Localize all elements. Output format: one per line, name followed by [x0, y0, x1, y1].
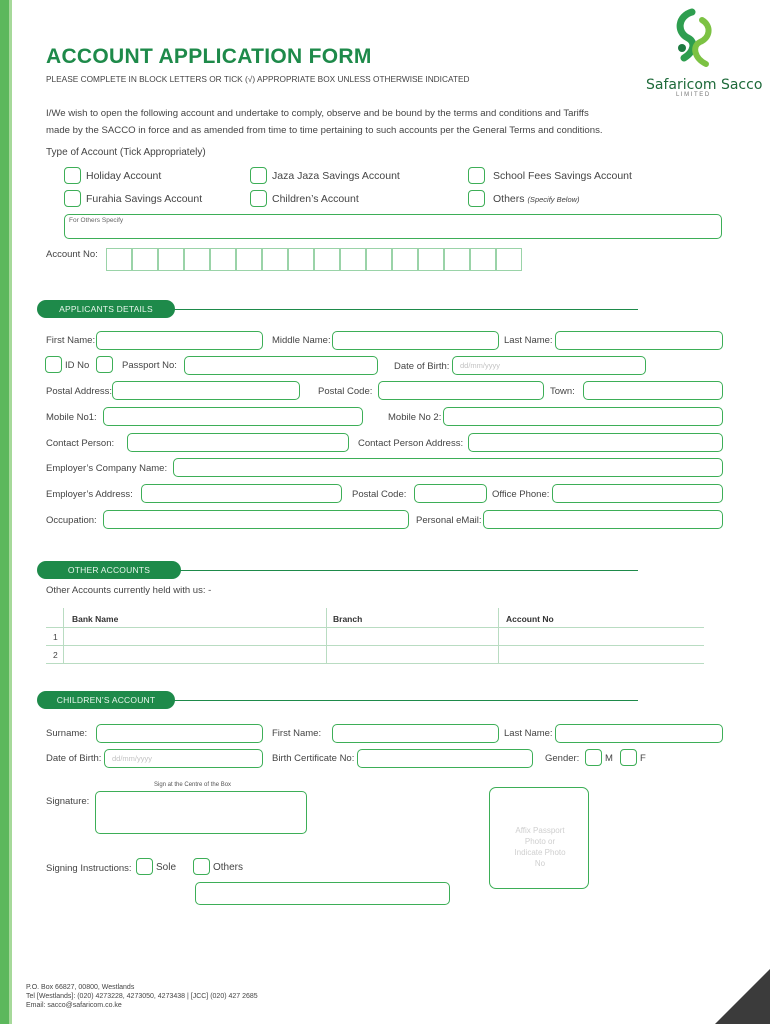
left-accent-bar — [0, 0, 9, 1024]
employer-address-input[interactable] — [141, 484, 342, 503]
signature-label: Signature: — [46, 796, 90, 807]
id-passport-input[interactable] — [184, 356, 378, 375]
account-no-digit-box[interactable] — [340, 248, 366, 271]
sole-checkbox[interactable] — [136, 858, 153, 875]
child-dob-label: Date of Birth: — [46, 753, 102, 764]
employer-postal-code-label: Postal Code: — [352, 489, 407, 500]
others-label-text: Others — [493, 193, 525, 205]
account-no-digit-box[interactable] — [106, 248, 132, 271]
table-divider — [46, 663, 704, 664]
children-section-line — [160, 700, 638, 701]
child-surname-input[interactable] — [96, 724, 263, 743]
gender-male-checkbox[interactable] — [585, 749, 602, 766]
school-fees-account-label: School Fees Savings Account — [493, 170, 632, 182]
other-accounts-section-line — [160, 570, 638, 571]
last-name-label: Last Name: — [504, 335, 553, 346]
account-no-digit-box[interactable] — [262, 248, 288, 271]
table-row-number: 1 — [53, 632, 58, 642]
safaricom-sacco-logo-icon — [670, 8, 720, 70]
others-specify-field[interactable] — [64, 214, 722, 239]
mobile-1-input[interactable] — [103, 407, 363, 426]
account-no-digit-box[interactable] — [444, 248, 470, 271]
occupation-input[interactable] — [103, 510, 409, 529]
first-name-input[interactable] — [96, 331, 263, 350]
account-no-digit-box[interactable] — [288, 248, 314, 271]
gender-label: Gender: — [545, 753, 580, 764]
footer-phone: Tel [Westlands]: (020) 4273228, 4273050, 4273438 | [JCC] (020) 427 2685 — [26, 993, 258, 1000]
employer-name-input[interactable] — [173, 458, 723, 477]
jazajaza-account-checkbox[interactable] — [250, 167, 267, 184]
other-accounts-section-heading: OTHER ACCOUNTS — [37, 561, 181, 579]
intro-line-1: I/We wish to open the following account and undertake to comply, observe and be bound by the terms and conditions and Tariffs — [46, 108, 589, 119]
postal-code-input[interactable] — [378, 381, 544, 400]
postal-code-label: Postal Code: — [318, 386, 373, 397]
employer-postal-code-input[interactable] — [414, 484, 487, 503]
town-label: Town: — [550, 386, 575, 397]
signing-others-checkbox[interactable] — [193, 858, 210, 875]
signing-others-label: Others — [213, 862, 244, 873]
birth-cert-label: Birth Certificate No: — [272, 753, 355, 764]
account-no-digit-box[interactable] — [132, 248, 158, 271]
others-account-checkbox[interactable] — [468, 190, 485, 207]
gender-female-checkbox[interactable] — [620, 749, 637, 766]
children-account-checkbox[interactable] — [250, 190, 267, 207]
table-row-number: 2 — [53, 650, 58, 660]
corner-decoration — [715, 969, 770, 1024]
contact-address-input[interactable] — [468, 433, 723, 452]
town-input[interactable] — [583, 381, 723, 400]
holiday-account-checkbox[interactable] — [64, 167, 81, 184]
account-no-digit-box[interactable] — [470, 248, 496, 271]
employer-name-label: Employer’s Company Name: — [46, 463, 168, 474]
id-no-checkbox[interactable] — [45, 356, 62, 373]
page-subtitle: PLEASE COMPLETE IN BLOCK LETTERS OR TICK (√) APPROPRIATE BOX UNLESS OTHERWISE INDICATED — [46, 74, 470, 84]
child-surname-label: Surname: — [46, 728, 88, 739]
branch-header: Branch — [333, 614, 363, 624]
postal-address-label: Postal Address: — [46, 386, 113, 397]
office-phone-label: Office Phone: — [492, 489, 550, 500]
gender-female-label: F — [640, 753, 646, 764]
passport-no-label: Passport No: — [122, 360, 177, 371]
account-no-header: Account No — [506, 614, 554, 624]
last-name-input[interactable] — [555, 331, 723, 350]
account-no-digit-box[interactable] — [418, 248, 444, 271]
gender-male-label: M — [605, 753, 613, 764]
holiday-account-label: Holiday Account — [86, 170, 162, 182]
dob-label: Date of Birth: — [394, 361, 450, 372]
footer-address: P.O. Box 66827, 00800, Westlands — [26, 984, 135, 991]
id-no-label: ID No — [65, 360, 90, 371]
child-first-name-label: First Name: — [272, 728, 322, 739]
school-fees-account-checkbox[interactable] — [468, 167, 485, 184]
contact-address-label: Contact Person Address: — [358, 438, 464, 449]
table-row[interactable] — [64, 646, 704, 663]
children-section-heading: CHILDREN’S ACCOUNT — [37, 691, 175, 709]
email-input[interactable] — [483, 510, 723, 529]
table-row[interactable] — [64, 628, 704, 645]
mobile-2-input[interactable] — [443, 407, 723, 426]
footer-email: Email: sacco@safaricom.co.ke — [26, 1002, 122, 1009]
account-no-digit-box[interactable] — [314, 248, 340, 271]
others-account-label — [493, 193, 580, 205]
birth-cert-input[interactable] — [357, 749, 533, 768]
sole-label: Sole — [156, 862, 177, 873]
account-type-heading: Type of Account (Tick Appropriately) — [46, 147, 206, 158]
bank-name-header: Bank Name — [72, 614, 119, 624]
applicants-section-heading: APPLICANTS DETAILS — [37, 300, 175, 318]
children-account-label: Children’s Account — [272, 193, 359, 205]
first-name-label: First Name: — [46, 335, 96, 346]
postal-address-input[interactable] — [112, 381, 300, 400]
account-no-label: Account No: — [46, 249, 98, 260]
contact-person-label: Contact Person: — [46, 438, 115, 449]
email-label: Personal eMail: — [416, 515, 482, 526]
child-dob-placeholder: dd/mm/yyyy — [112, 754, 153, 763]
dob-placeholder: dd/mm/yyyy — [460, 361, 501, 370]
page-title: ACCOUNT APPLICATION FORM — [46, 45, 372, 68]
account-no-digit-box[interactable] — [158, 248, 184, 271]
middle-name-label: Middle Name: — [272, 335, 331, 346]
others-label-note: (Specify Below) — [527, 195, 580, 204]
child-last-name-input[interactable] — [555, 724, 723, 743]
account-no-digit-box[interactable] — [366, 248, 392, 271]
signing-instructions-input[interactable] — [195, 882, 450, 905]
account-no-digit-box[interactable] — [184, 248, 210, 271]
middle-name-input[interactable] — [332, 331, 499, 350]
logo-text: Safaricom Sacco — [646, 77, 763, 93]
passport-photo-text: Affix Passport Photo or Indicate Photo No — [514, 826, 566, 868]
intro-line-2: made by the SACCO in force and as amended from time to time pertaining to such accounts per the General Terms and conditions. — [46, 125, 603, 136]
left-accent-bar-inner — [9, 0, 12, 1024]
signing-instructions-label: Signing Instructions: — [46, 863, 132, 874]
mobile-2-label: Mobile No 2: — [388, 412, 442, 423]
account-no-digit-box[interactable] — [236, 248, 262, 271]
child-first-name-input[interactable] — [332, 724, 499, 743]
account-no-digit-box[interactable] — [210, 248, 236, 271]
mobile-1-label: Mobile No1: — [46, 412, 97, 423]
employer-address-label: Employer’s Address: — [46, 489, 133, 500]
signature-box[interactable] — [95, 791, 307, 834]
account-no-digit-box[interactable] — [392, 248, 418, 271]
furahia-account-checkbox[interactable] — [64, 190, 81, 207]
office-phone-input[interactable] — [552, 484, 723, 503]
other-accounts-intro: Other Accounts currently held with us: - — [46, 585, 212, 596]
account-no-digit-box[interactable] — [496, 248, 522, 271]
sign-note: Sign at the Centre of the Box — [154, 782, 232, 788]
jazajaza-account-label: Jaza Jaza Savings Account — [272, 170, 400, 182]
child-last-name-label: Last Name: — [504, 728, 553, 739]
applicants-section-line — [160, 309, 638, 310]
contact-person-input[interactable] — [127, 433, 349, 452]
furahia-account-label: Furahia Savings Account — [86, 193, 203, 205]
occupation-label: Occupation: — [46, 515, 97, 526]
passport-checkbox[interactable] — [96, 356, 113, 373]
logo-subtext: L I M I T E D — [676, 92, 710, 98]
others-specify-hint: For Others Specify — [69, 217, 124, 224]
